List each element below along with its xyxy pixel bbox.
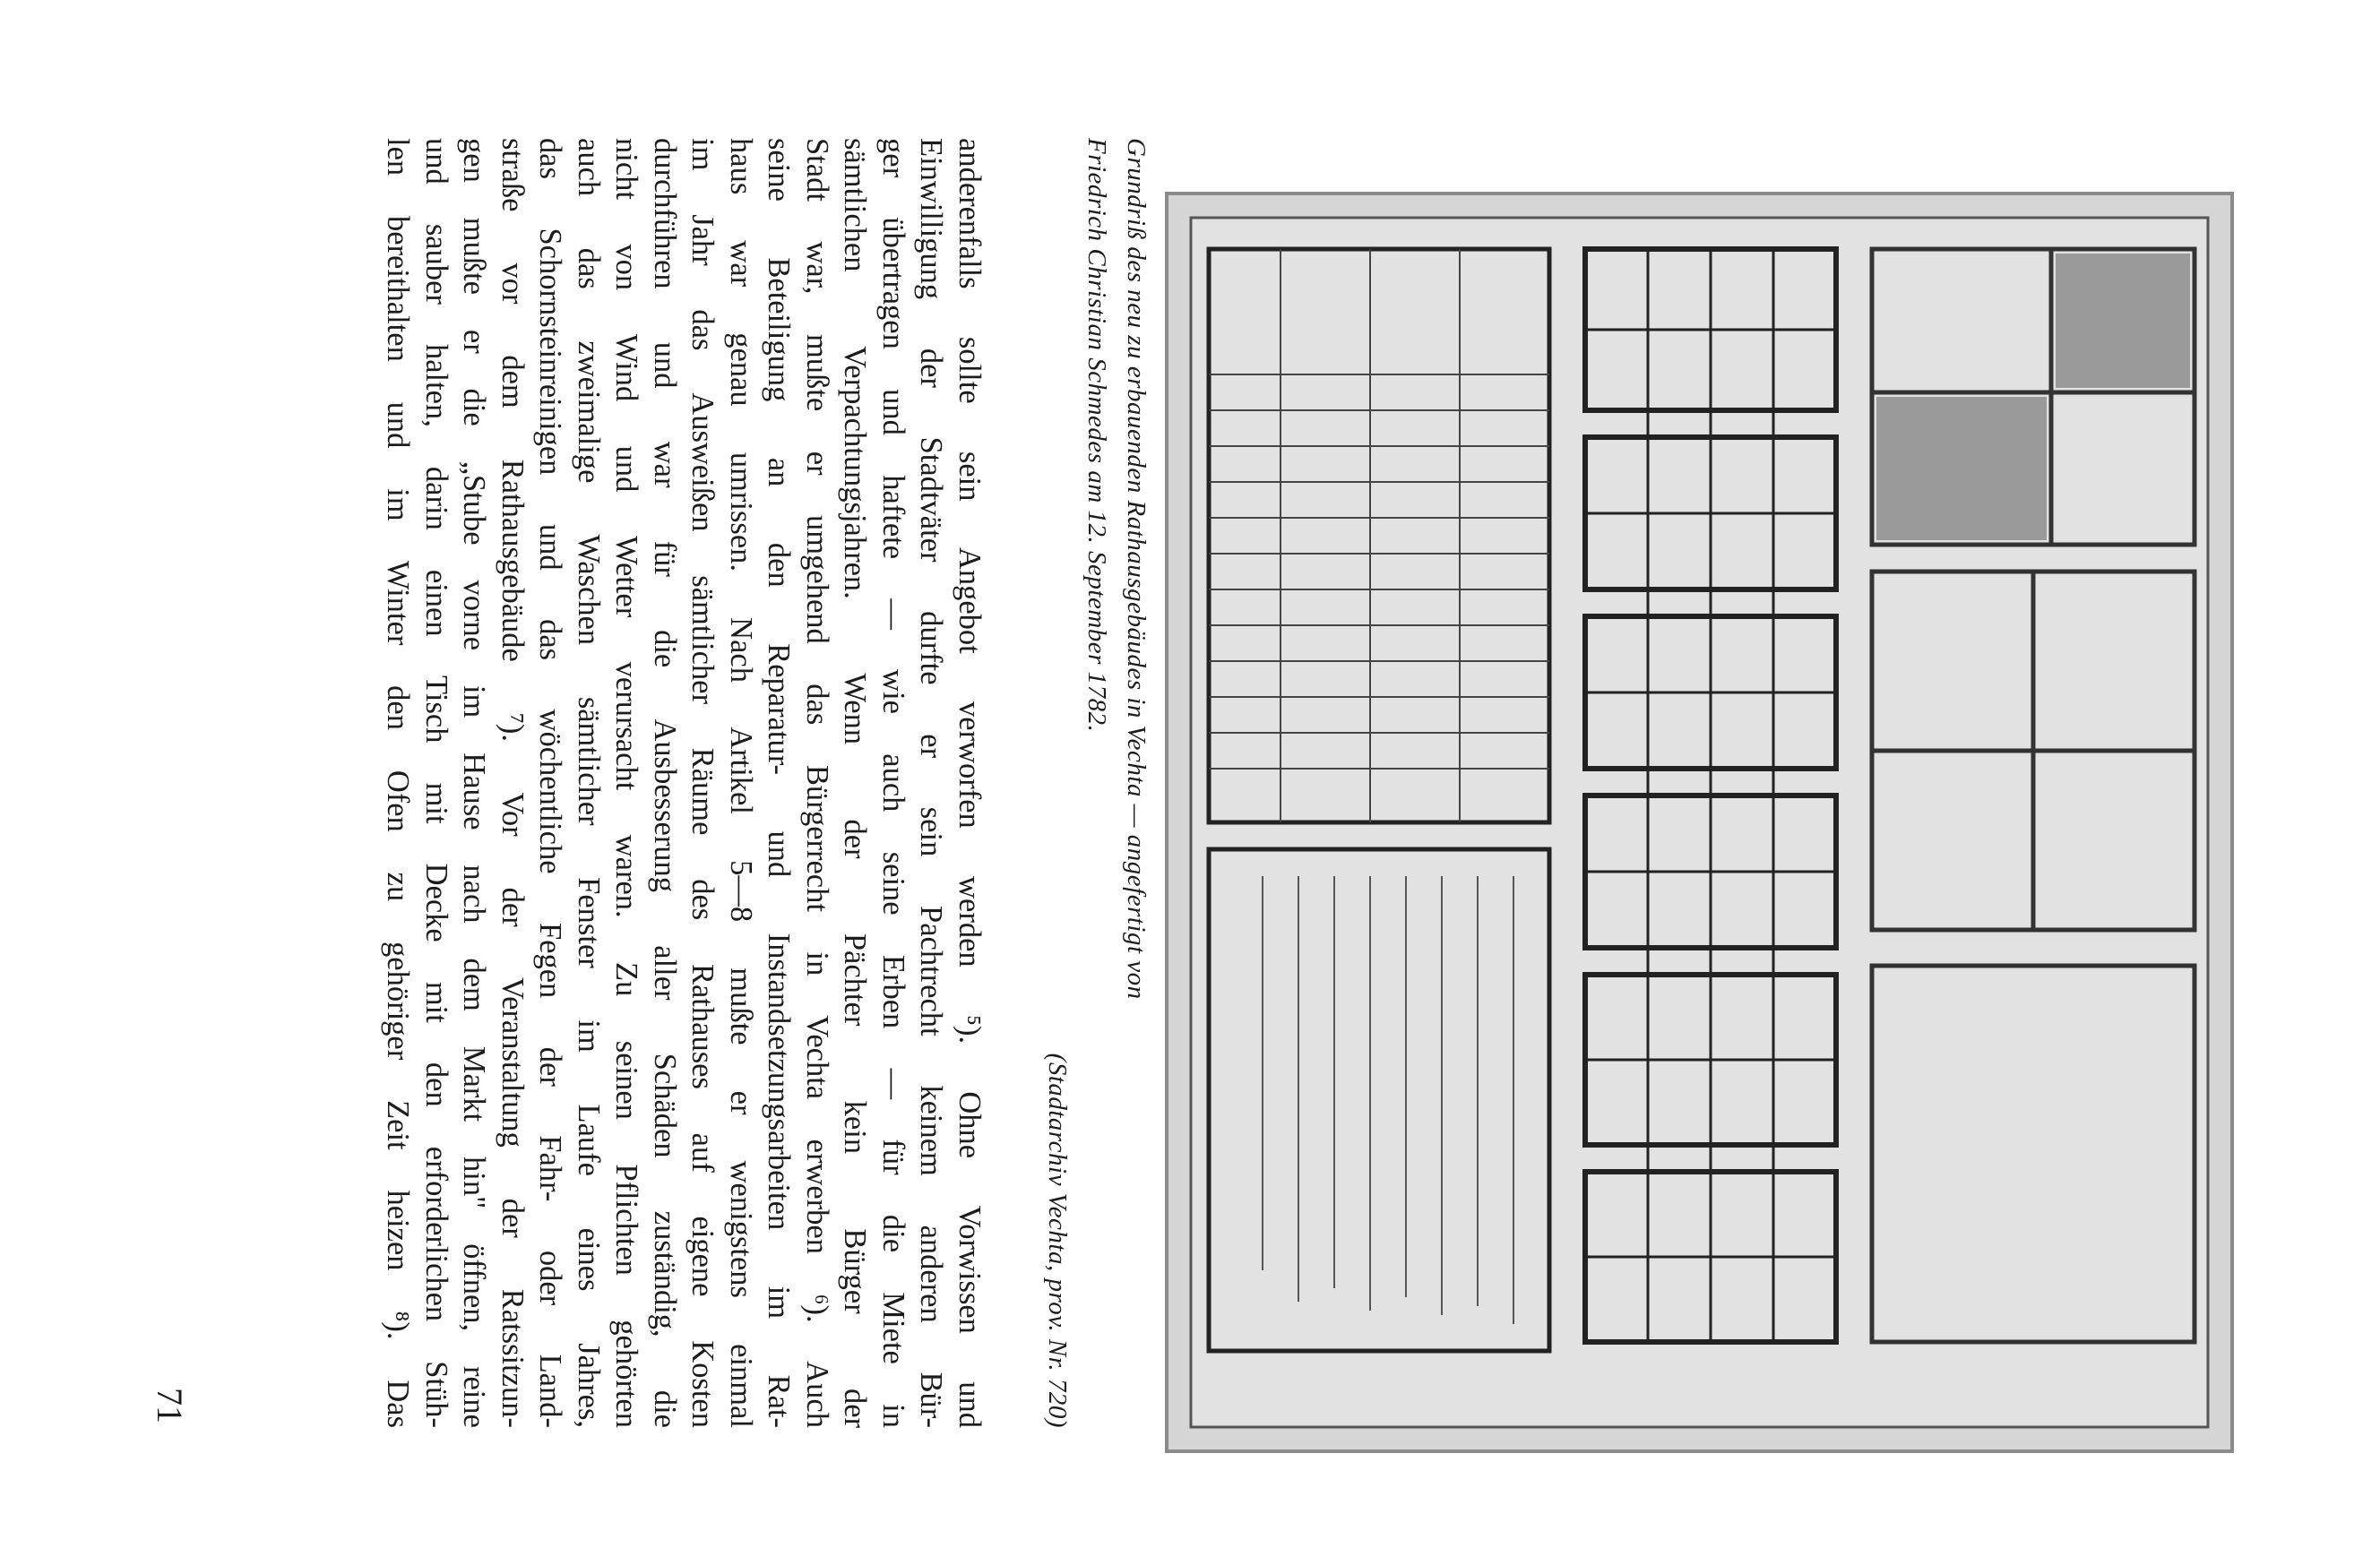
body-line: ger übertragen und haftete — wie auch seine Erben — für die Miete in: [876, 138, 910, 1428]
body-line: auch das zweimalige Waschen sämtlicher Fenster im Laufe eines Jahres,: [572, 138, 606, 1428]
body-line: und sauber halten, darin einen Tisch mit Decke mit den erforderlichen Stüh-: [419, 138, 453, 1428]
body-line: anderenfalls sollte sein Angebot verworfen werden ⁵). Ohne Vorwissen und: [953, 138, 987, 1428]
caption-source: (Stadtarchiv Vechta, prov. Nr. 720): [1043, 1053, 1072, 1428]
body-line: durchführen und war für die Ausbesserung aller Schäden zuständig, die: [648, 138, 682, 1428]
book-page: [43, 22, 2337, 1526]
caption-line-2: Friedrich Christian Schmedes am 12. September 1782.: [1082, 138, 1111, 733]
body-line: nicht von Wind und Wetter verursacht waren. Zu seinen Pflichten gehörten: [609, 138, 644, 1428]
body-line: haus war genau umrissen. Nach Artikel 5—8 mußte er wenigstens einmal: [724, 138, 758, 1428]
body-line: Einwilligung der Stadtväter durfte er sein Pachtrecht keinem anderen Bür-: [914, 138, 949, 1428]
body-line: das Schornsteinreinigen und das wöchentliche Fegen der Fahr- oder Land-: [533, 138, 568, 1428]
caption-line-1: Grundriß des neu zu erbauenden Rathausgebäudes in Vechta — angefertigt von: [1122, 138, 1151, 1000]
body-line: sämtlichen Verpachtungsjahren. Wenn der Pächter kein Bürger der: [838, 138, 873, 1428]
floor-plan-drawing: [1168, 195, 2230, 1449]
figure-caption: [1038, 138, 1156, 1428]
body-line: im Jahr das Ausweißen sämtlicher Räume des Rathauses auf eigene Kosten: [686, 138, 720, 1428]
floor-plan-photograph: [1165, 192, 2234, 1453]
page-number: 71: [150, 1388, 190, 1423]
body-line: seine Beteiligung an den Reparatur- und Instandsetzungsarbeiten im Rat-: [762, 138, 797, 1428]
body-line: Stadt war, mußte er umgehend das Bürgerrecht in Vechta erwerben ⁶). Auch: [800, 138, 834, 1428]
body-line: gen mußte er die „Stube vorne im Hause nach dem Markt hin" öffnen, reine: [457, 138, 492, 1428]
body-line: len bereithalten und im Winter den Ofen zu gehöriger Zeit heizen ⁸). Das: [381, 138, 416, 1428]
body-line: straße vor dem Rathausgebäude ⁷). Vor der Veranstaltung der Ratssitzun-: [496, 138, 530, 1428]
body-text: [379, 138, 988, 1428]
